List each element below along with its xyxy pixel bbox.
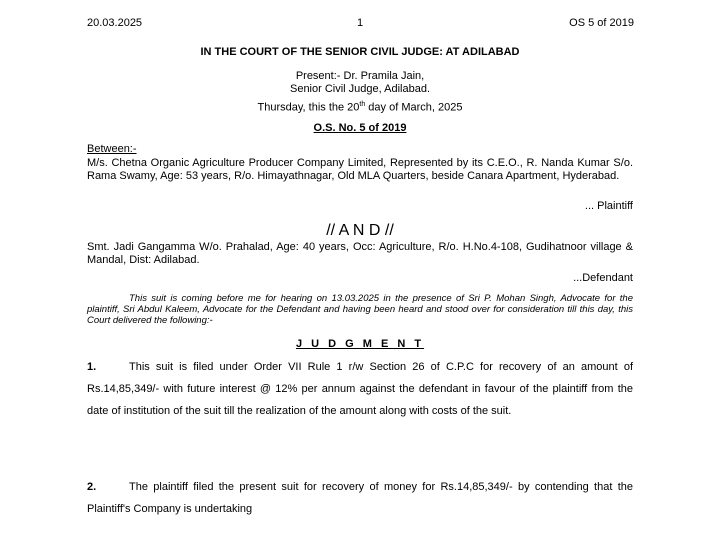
date-suffix: th bbox=[359, 101, 366, 108]
case-number: O.S. No. 5 of 2019 bbox=[313, 122, 407, 134]
paragraph-number: 2. bbox=[87, 481, 97, 493]
hearing-date-line bbox=[87, 101, 633, 114]
court-title: IN THE COURT OF THE SENIOR CIVIL JUDGE: AT ADILABAD bbox=[200, 46, 520, 58]
paragraph-text: The plaintiff filed the present suit for recovery of money for Rs.14,85,349/- by contending that the Plaintiff's Company is undertaking bbox=[87, 481, 633, 516]
date-prefix: Thursday, this the 20 bbox=[257, 101, 360, 114]
between-label: Between:- bbox=[87, 143, 137, 155]
defendant-details: Smt. Jadi Gangamma W/o. Prahalad, Age: 40 years, Occ: Agriculture, R/o. H.No.4-108, Gudihatnoor village & Mandal, Dist: Adilabad. bbox=[87, 241, 633, 266]
plaintiff-role: ... Plaintiff bbox=[584, 200, 633, 212]
and-separator: // A N D // bbox=[326, 222, 394, 239]
defendant-role: ...Defendant bbox=[573, 272, 633, 284]
present-line-2: Senior Civil Judge, Adilabad. bbox=[289, 83, 431, 95]
suit-intro-paragraph: This suit is coming before me for hearing on 13.03.2025 in the presence of Sri P. Mohan Singh, Advocate for the plaintiff, Sri Abdul Kaleem, Advocate for the Defendant and having been heard and stood over for consideration till this day, this Court delivered the following:- bbox=[87, 293, 633, 326]
paragraph-1 bbox=[87, 356, 633, 423]
paragraph-number: 1. bbox=[87, 361, 97, 373]
paragraph-text: This suit is filed under Order VII Rule 1 r/w Section 26 of C.P.C for recovery of an amount of Rs.14,85,349/- with future interest @ 12% per annum against the defendant in favour of the plaintiff from the date of institution of the suit till the realization of the amount along with costs of the suit. bbox=[87, 361, 633, 418]
date-rest: day of March, 2025 bbox=[365, 101, 463, 114]
present-line-1: Present:- Dr. Pramila Jain, bbox=[295, 70, 425, 82]
plaintiff-details: M/s. Chetna Organic Agriculture Producer Company Limited, Represented by its C.E.O., R. Nanda Kumar S/o. Rama Swamy, Age: 53 years, R/o. Himayathnagar, Old MLA Quarters, beside Canara Apartment, Hyderabad. bbox=[87, 157, 633, 182]
header-case-ref: OS 5 of 2019 bbox=[569, 17, 634, 29]
judgment-heading: J U D G M E N T bbox=[295, 338, 425, 350]
header-page-number: 1 bbox=[357, 17, 364, 29]
paragraph-2 bbox=[87, 476, 633, 520]
header-date: 20.03.2025 bbox=[87, 17, 143, 29]
